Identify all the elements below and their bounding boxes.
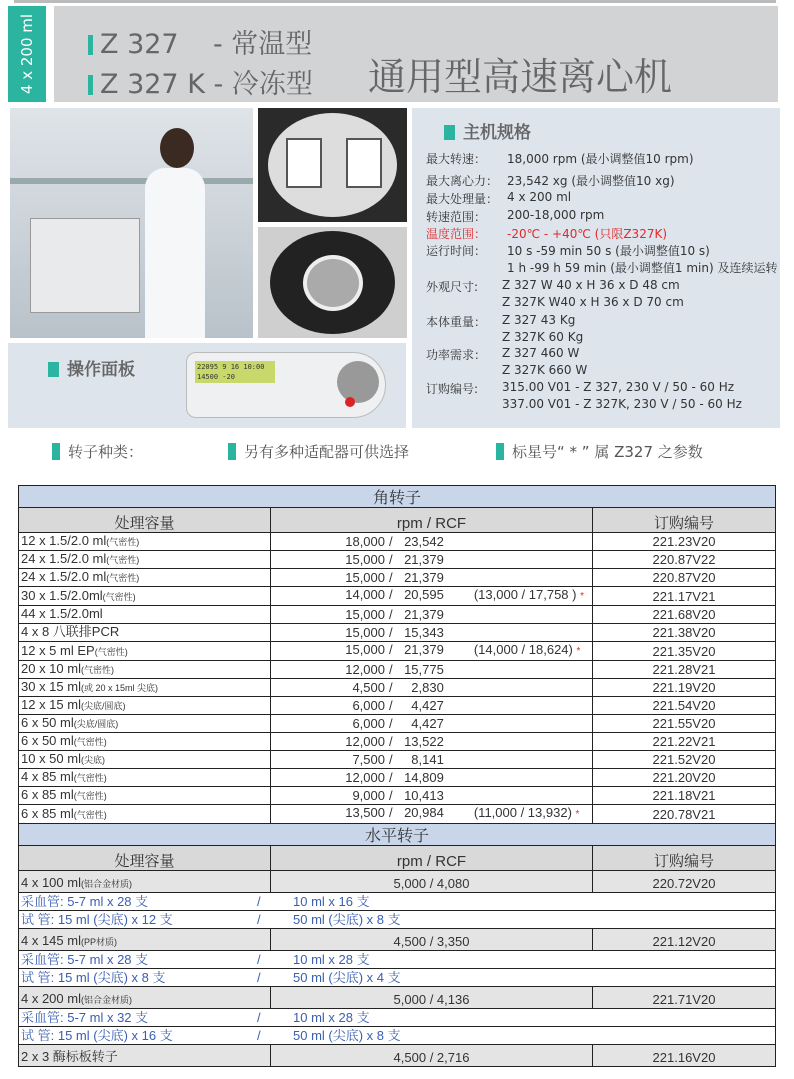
adapter-row: 采血管: 5-7 ml x 28 支 / 10 ml x 16 支 bbox=[19, 893, 776, 911]
table-row: 30 x 15 ml(或 20 x 15ml 尖底) 4,500 / 2,830 221.19V20 bbox=[19, 679, 776, 697]
capacity: 4 x 100 ml bbox=[21, 875, 81, 890]
table-row: 4 x 8 八联排PCR 15,000 / 15,343 221.38V20 bbox=[19, 624, 776, 642]
teal-marker-icon bbox=[228, 443, 236, 460]
table-row bbox=[19, 1045, 776, 1067]
table-row: 44 x 1.5/2.0ml 15,000 / 21,379 221.68V20 bbox=[19, 606, 776, 624]
rcf-value: 15,775 bbox=[404, 662, 444, 677]
capacity-note: (气密性) bbox=[73, 737, 107, 747]
rpm-rcf-value: 4,500 / 3,350 bbox=[271, 929, 593, 951]
rpm-value: 14,000 bbox=[345, 587, 385, 602]
order-code: 221.19V20 bbox=[593, 679, 776, 697]
order-code: 221.22V21 bbox=[593, 733, 776, 751]
order-code: 221.16V20 bbox=[593, 1045, 776, 1067]
section-title: 操作面板 bbox=[67, 360, 135, 380]
order-code: 221.68V20 bbox=[593, 606, 776, 624]
capacity: 24 x 1.5/2.0 ml bbox=[21, 569, 107, 584]
note-star: 标星号“ * ” 属 Z327 之参数 bbox=[496, 441, 703, 462]
order-code: 221.71V20 bbox=[593, 987, 776, 1009]
rpm-value: 6,000 bbox=[352, 716, 385, 731]
rotor-table bbox=[18, 485, 776, 1067]
order-code: 220.87V22 bbox=[593, 551, 776, 569]
rcf-value: 4,427 bbox=[411, 716, 444, 731]
table-row: 12 x 1.5/2.0 ml(气密性) 18,000 / 23,542 221.23V20 bbox=[19, 533, 776, 551]
rcf-value: 21,379 bbox=[404, 607, 444, 622]
rpm-rcf-value: 5,000 / 4,080 bbox=[271, 871, 593, 893]
order-code: 220.87V20 bbox=[593, 569, 776, 587]
scientist-image bbox=[145, 168, 205, 338]
capacity-note: (气密性) bbox=[106, 573, 140, 583]
spec-label: 最大离心力： bbox=[426, 174, 499, 188]
spec-label: 运行时间： bbox=[426, 244, 487, 258]
order-code: 221.17V21 bbox=[593, 587, 776, 606]
capacity: 6 x 50 ml bbox=[21, 715, 74, 730]
adapter-option: 采血管: 5-7 ml x 28 支 bbox=[21, 894, 149, 909]
rcf-value: 10,413 bbox=[404, 788, 444, 803]
lab-photo bbox=[10, 108, 253, 338]
rpm-value: 6,000 bbox=[352, 698, 385, 713]
adapter-option: 50 ml (尖底) x 4 支 bbox=[293, 970, 401, 985]
adapter-option: 采血管: 5-7 ml x 32 支 bbox=[21, 1010, 149, 1025]
teal-marker-icon bbox=[444, 125, 455, 140]
table-row bbox=[19, 871, 776, 893]
spec-label: 温度范围： bbox=[426, 227, 487, 241]
table-row bbox=[19, 987, 776, 1009]
capacity: 6 x 85 ml bbox=[21, 806, 74, 821]
order-code: 220.72V20 bbox=[593, 871, 776, 893]
spec-value: 315.00 V01 - Z 327, 230 V / 50 - 60 Hz bbox=[502, 380, 735, 394]
teal-marker-icon bbox=[52, 443, 60, 460]
adapter-option: 10 ml x 28 支 bbox=[293, 1010, 370, 1025]
table-row: 12 x 5 ml EP(气密性) 15,000 / 21,379 (14,000 / 18,624) * 221.35V20 bbox=[19, 642, 776, 661]
table-row: 6 x 50 ml(尖底/圆底) 6,000 / 4,427 221.55V20 bbox=[19, 715, 776, 733]
spec-value: 1 h -99 h 59 min (最小调整值1 min) 及连续运转 bbox=[507, 261, 778, 275]
rcf-value: 15,343 bbox=[404, 625, 444, 640]
angle-rotor-photo bbox=[258, 227, 407, 338]
rpm-value: 12,000 bbox=[345, 662, 385, 677]
rpm-value: 15,000 bbox=[345, 625, 385, 640]
capacity: 4 x 200 ml bbox=[21, 991, 81, 1006]
capacity: 4 x 145 ml bbox=[21, 933, 81, 948]
lid-knob-icon bbox=[337, 361, 379, 403]
model-line-z327: Z 327 - 常温型 bbox=[88, 22, 312, 61]
capacity-note: (气密性) bbox=[73, 773, 107, 783]
spec-value: 4 x 200 ml bbox=[507, 190, 572, 204]
rcf-value: 21,379 bbox=[404, 570, 444, 585]
lcd-display: 22095 9 16 10:00 14500 -20 bbox=[195, 361, 275, 383]
spec-value: 23,542 xg (最小调整值10 xg) bbox=[507, 174, 675, 188]
adapter-option: 试 管: 15 ml (尖底) x 16 支 bbox=[21, 1028, 173, 1043]
table-row: 24 x 1.5/2.0 ml(气密性) 15,000 / 21,379 220.87V22 bbox=[19, 551, 776, 569]
rcf-value: 14,809 bbox=[404, 770, 444, 785]
table-row: 20 x 10 ml(气密性) 12,000 / 15,775 221.28V21 bbox=[19, 661, 776, 679]
spec-value: Z 327K 60 Kg bbox=[502, 330, 584, 344]
adapter-option: 10 ml x 16 支 bbox=[293, 894, 370, 909]
centrifuge-image bbox=[30, 218, 140, 313]
adapter-row: 采血管: 5-7 ml x 28 支 / 10 ml x 28 支 bbox=[19, 951, 776, 969]
spec-value: -20℃ - +40℃ (只限Z327K) bbox=[507, 227, 668, 241]
adapter-row: 试 管: 15 ml (尖底) x 8 支 / 50 ml (尖底) x 4 支 bbox=[19, 969, 776, 987]
teal-marker-icon bbox=[88, 75, 93, 95]
section-header: 角转子 bbox=[19, 486, 776, 508]
model-line-z327k: Z 327 K - 冷冻型 bbox=[88, 62, 313, 101]
capacity-note: (气密性) bbox=[94, 647, 128, 657]
capacity: 10 x 50 ml bbox=[21, 751, 81, 766]
rpm-value: 15,000 bbox=[345, 570, 385, 585]
spec-value: 18,000 rpm (最小调整值10 rpm) bbox=[507, 152, 694, 166]
capacity: 12 x 15 ml bbox=[21, 697, 81, 712]
column-header-row: 处理容量 rpm / RCF 订购编号 bbox=[19, 508, 776, 533]
capacity-note: (尖底/圆底) bbox=[80, 701, 126, 711]
rpm-value: 9,000 bbox=[352, 788, 385, 803]
capacity: 44 x 1.5/2.0ml bbox=[21, 606, 103, 621]
rpm-value: 7,500 bbox=[352, 752, 385, 767]
adapter-option: 试 管: 15 ml (尖底) x 12 支 bbox=[21, 912, 173, 927]
capacity-tab: 4 x 200 ml bbox=[8, 6, 46, 102]
capacity-note: (气密性) bbox=[106, 537, 140, 547]
order-code: 221.28V21 bbox=[593, 661, 776, 679]
table-row bbox=[19, 929, 776, 951]
spec-value: 337.00 V01 - Z 327K, 230 V / 50 - 60 Hz bbox=[502, 397, 742, 411]
adapter-option: 试 管: 15 ml (尖底) x 8 支 bbox=[21, 970, 166, 985]
capacity-note: (气密性) bbox=[102, 592, 136, 602]
rpm-value: 4,500 bbox=[352, 680, 385, 695]
capacity: 12 x 5 ml EP bbox=[21, 643, 95, 658]
spec-value: Z 327 43 Kg bbox=[502, 313, 576, 327]
teal-marker-icon bbox=[496, 443, 504, 460]
spec-value: 200-18,000 rpm bbox=[507, 208, 605, 222]
table-row: 30 x 1.5/2.0ml(气密性) 14,000 / 20,595 (13,000 / 17,758 ) * 221.17V21 bbox=[19, 587, 776, 606]
capacity: 4 x 85 ml bbox=[21, 769, 74, 784]
rpm-value: 18,000 bbox=[345, 534, 385, 549]
rcf-value: 8,141 bbox=[411, 752, 444, 767]
spec-label: 本体重量： bbox=[426, 315, 487, 329]
table-row: 4 x 85 ml(气密性) 12,000 / 14,809 221.20V20 bbox=[19, 769, 776, 787]
capacity: 6 x 85 ml bbox=[21, 787, 74, 802]
capacity: 4 x 8 八联排PCR bbox=[21, 624, 120, 639]
rpm-rcf-value: 4,500 / 2,716 bbox=[271, 1045, 593, 1067]
adapter-row: 试 管: 15 ml (尖底) x 16 支 / 50 ml (尖底) x 8 支 bbox=[19, 1027, 776, 1045]
note-adapters: 另有多种适配器可供选择 bbox=[228, 441, 409, 462]
spec-panel bbox=[412, 108, 780, 428]
spec-label: 订购编号: bbox=[426, 382, 479, 396]
order-code: 221.12V20 bbox=[593, 929, 776, 951]
note-rotor-types: 转子种类： bbox=[52, 441, 143, 462]
rpm-rcf-value: 5,000 / 4,136 bbox=[271, 987, 593, 1009]
table-row: 10 x 50 ml(尖底) 7,500 / 8,141 221.52V20 bbox=[19, 751, 776, 769]
section-header: 水平转子 bbox=[19, 824, 776, 846]
control-panel-image bbox=[186, 352, 386, 418]
table-row: 6 x 50 ml(气密性) 12,000 / 13,522 221.22V21 bbox=[19, 733, 776, 751]
table-row: 6 x 85 ml(气密性) 9,000 / 10,413 221.18V21 bbox=[19, 787, 776, 805]
rcf-value: 23,542 bbox=[404, 534, 444, 549]
adapter-option: 10 ml x 28 支 bbox=[293, 952, 370, 967]
teal-marker-icon bbox=[88, 35, 93, 55]
order-code: 221.35V20 bbox=[593, 642, 776, 661]
capacity: 30 x 1.5/2.0ml bbox=[21, 588, 103, 603]
spec-value: Z 327 W 40 x H 36 x D 48 cm bbox=[502, 278, 680, 292]
capacity-note: (或 20 x 15ml 尖底) bbox=[80, 683, 158, 693]
rcf-value: 20,595 bbox=[404, 587, 444, 602]
capacity-note: (气密性) bbox=[80, 665, 114, 675]
spec-label: 最大转速： bbox=[426, 152, 487, 166]
order-code: 221.18V21 bbox=[593, 787, 776, 805]
teal-marker-icon bbox=[48, 362, 59, 377]
capacity-note: (PP材质) bbox=[80, 937, 117, 947]
table-row: 6 x 85 ml(气密性) 13,500 / 20,984 (11,000 / 13,932) * 220.78V21 bbox=[19, 805, 776, 824]
rcf-value: 21,379 bbox=[404, 642, 444, 657]
adapter-option: 50 ml (尖底) x 8 支 bbox=[293, 912, 401, 927]
rcf-value: 4,427 bbox=[411, 698, 444, 713]
star-icon: * bbox=[575, 809, 580, 820]
rpm-value: 15,000 bbox=[345, 642, 385, 657]
order-code: 221.38V20 bbox=[593, 624, 776, 642]
spec-value: Z 327 460 W bbox=[502, 346, 580, 360]
rpm-value: 12,000 bbox=[345, 770, 385, 785]
column-header-row: 处理容量 rpm / RCF 订购编号 bbox=[19, 846, 776, 871]
capacity-note: (铝合金材质) bbox=[80, 879, 132, 889]
capacity-note: (气密性) bbox=[73, 791, 107, 801]
capacity-note: (尖底) bbox=[80, 755, 105, 765]
rpm-value: 13,500 bbox=[345, 805, 385, 820]
order-code: 220.78V21 bbox=[593, 805, 776, 824]
order-code: 221.23V20 bbox=[593, 533, 776, 551]
spec-value: Z 327K W40 x H 36 x D 70 cm bbox=[502, 295, 684, 309]
capacity: 2 x 3 酶标板转子 bbox=[21, 1049, 118, 1064]
table-row: 24 x 1.5/2.0 ml(气密性) 15,000 / 21,379 220.87V20 bbox=[19, 569, 776, 587]
star-icon: * bbox=[576, 646, 581, 657]
order-code: 221.20V20 bbox=[593, 769, 776, 787]
adapter-row: 试 管: 15 ml (尖底) x 12 支 / 50 ml (尖底) x 8 支 bbox=[19, 911, 776, 929]
spec-label: 功率需求： bbox=[426, 348, 487, 362]
z327-alt-value: (11,000 / 13,932) bbox=[473, 805, 572, 820]
rpm-value: 15,000 bbox=[345, 552, 385, 567]
capacity: 20 x 10 ml bbox=[21, 661, 81, 676]
capacity-note: (气密性) bbox=[106, 555, 140, 565]
spec-value: Z 327K 660 W bbox=[502, 363, 588, 377]
rcf-value: 13,522 bbox=[404, 734, 444, 749]
star-icon: * bbox=[580, 591, 585, 602]
page-title: 通用型高速离心机 bbox=[368, 55, 673, 99]
capacity: 12 x 1.5/2.0 ml bbox=[21, 533, 107, 548]
top-rule bbox=[14, 0, 776, 3]
adapter-option: 采血管: 5-7 ml x 28 支 bbox=[21, 952, 149, 967]
adapter-row: 采血管: 5-7 ml x 32 支 / 10 ml x 28 支 bbox=[19, 1009, 776, 1027]
capacity-note: (尖底/圆底) bbox=[73, 719, 119, 729]
capacity: 24 x 1.5/2.0 ml bbox=[21, 551, 107, 566]
order-code: 221.55V20 bbox=[593, 715, 776, 733]
table-row: 12 x 15 ml(尖底/圆底) 6,000 / 4,427 221.54V20 bbox=[19, 697, 776, 715]
spec-value: 10 s -59 min 50 s (最小调整值10 s) bbox=[507, 244, 710, 258]
adapter-option: 50 ml (尖底) x 8 支 bbox=[293, 1028, 401, 1043]
z327-alt-value: (13,000 / 17,758 ) bbox=[473, 587, 577, 602]
rcf-value: 20,984 bbox=[404, 805, 444, 820]
rpm-value: 15,000 bbox=[345, 607, 385, 622]
spec-label: 外观尺寸: bbox=[426, 280, 479, 294]
spec-label: 转速范围： bbox=[426, 210, 487, 224]
capacity: 6 x 50 ml bbox=[21, 733, 74, 748]
section-title: 主机规格 bbox=[463, 123, 531, 143]
order-code: 221.54V20 bbox=[593, 697, 776, 715]
rcf-value: 21,379 bbox=[404, 552, 444, 567]
capacity: 30 x 15 ml bbox=[21, 679, 81, 694]
capacity-note: (铝合金材质) bbox=[80, 995, 132, 1005]
stop-button-icon bbox=[345, 397, 355, 407]
rpm-value: 12,000 bbox=[345, 734, 385, 749]
z327-alt-value: (14,000 / 18,624) bbox=[473, 642, 573, 657]
rcf-value: 2,830 bbox=[411, 680, 444, 695]
operation-panel-section bbox=[8, 343, 406, 428]
capacity-note: (气密性) bbox=[73, 810, 107, 820]
spec-label: 最大处理量： bbox=[426, 192, 499, 206]
header-banner bbox=[54, 6, 778, 102]
rotor-plate-photo bbox=[258, 108, 407, 222]
order-code: 221.52V20 bbox=[593, 751, 776, 769]
